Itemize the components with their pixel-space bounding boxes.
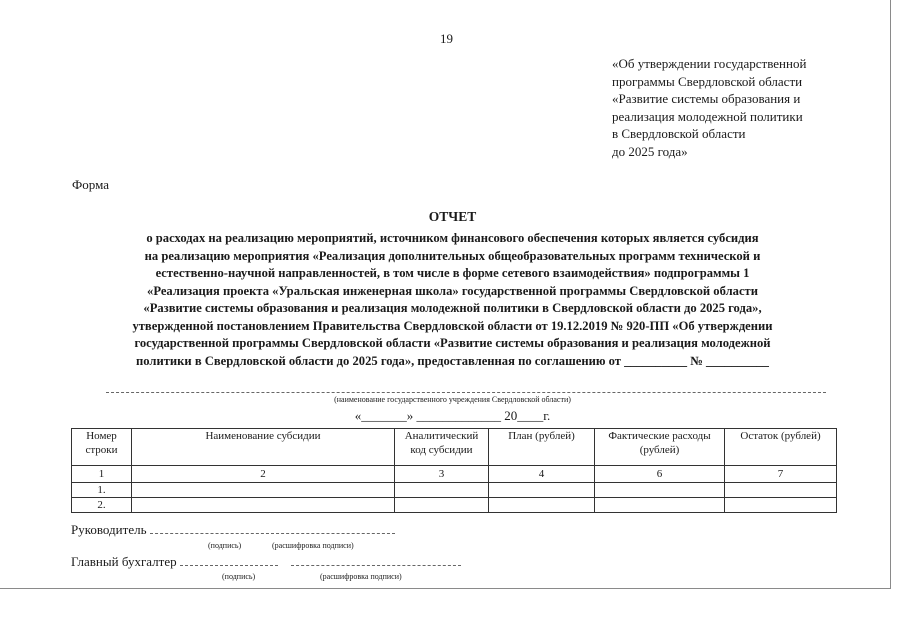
page-edge-right [890,0,891,588]
table-cell [725,498,837,513]
accountant-caption-name: (расшифровка подписи) [320,572,402,581]
subtitle-line: «Развитие системы образования и реализация молодежной политики в Свердловской области до 2025 года», [143,301,762,315]
column-number: 4 [489,466,595,483]
subtitle-line: политики в Свердловской области до 2025 года», предоставленная по соглашению от __________ № __________ [136,353,769,368]
table-row [72,498,837,513]
institution-name-line [106,392,826,393]
page-edge-bottom [0,588,891,589]
report-title: ОТЧЕТ [428,209,477,224]
accountant-signature-line [71,554,461,570]
subtitle-line: государственной программы Свердловской области «Развитие системы образования и реализация молодежной [134,336,771,350]
column-header: Номер строки [72,429,132,466]
row-number: 1. [72,483,132,498]
column-number: 1 [72,466,132,483]
subtitle-line: естественно-научной направленностей, в том числе в форме сетевого взаимодействия» подпрограммы 1 [155,266,750,280]
table-cell [395,498,489,513]
head-caption-name: (расшифровка подписи) [272,541,354,550]
column-header: План (рублей) [489,429,595,466]
column-number: 7 [725,466,837,483]
column-header: Наименование субсидии [132,429,395,466]
institution-caption: (наименование государственного учреждения Свердловской области) [334,395,571,404]
head-label: Руководитель [71,522,147,537]
column-header: Остаток (рублей) [725,429,837,466]
accountant-label: Главный бухгалтер [71,554,177,569]
form-label: Форма [72,177,109,192]
approval-block [612,55,806,160]
subtitle-line: на реализацию мероприятия «Реализация дополнительных общеобразовательных программ технической и [144,248,761,263]
report-date-line: «_______» _____________ 20____г. [354,408,551,423]
head-signature-line [71,522,395,538]
table-cell [595,483,725,498]
table-cell [132,483,395,498]
approval-line: «Развитие системы образования и [612,91,801,106]
approval-line: до 2025 года» [612,143,688,159]
head-signature-field [150,533,395,534]
accountant-signature-field [180,565,278,566]
column-number: 6 [595,466,725,483]
column-number: 2 [132,466,395,483]
column-number: 3 [395,466,489,483]
table-header-row [72,429,837,466]
column-header: Фактические расходы (рублей) [595,429,725,466]
table-row [72,483,837,498]
table-cell [595,498,725,513]
approval-line: в Свердловской области [612,126,746,141]
subtitle-line: утвержденной постановлением Правительства Свердловской области от 19.12.2019 № 920-ПП «Об утверждении [132,318,773,333]
subtitle-line: о расходах на реализацию мероприятий, источником финансового обеспечения которых является субсидия [146,231,759,245]
report-table [71,428,837,513]
table-cell [725,483,837,498]
accountant-name-field [291,565,461,566]
column-numbering-row [72,466,837,483]
table-cell [489,483,595,498]
column-header: Аналитический код субсидии [395,429,489,466]
report-subtitle [60,230,845,370]
table-cell [132,498,395,513]
approval-line: реализация молодежной политики [612,108,803,124]
approval-line: «Об утверждении государственной [612,56,807,71]
head-caption-sign: (подпись) [208,541,242,550]
table-cell [489,498,595,513]
approval-line: программы Свердловской области [612,73,803,89]
row-number: 2. [72,498,132,513]
subtitle-line: «Реализация проекта «Уральская инженерная школа» государственной программы Свердловской области [147,283,758,298]
accountant-caption-sign: (подпись) [222,572,256,581]
page-number: 19 [440,31,453,46]
table-cell [395,483,489,498]
